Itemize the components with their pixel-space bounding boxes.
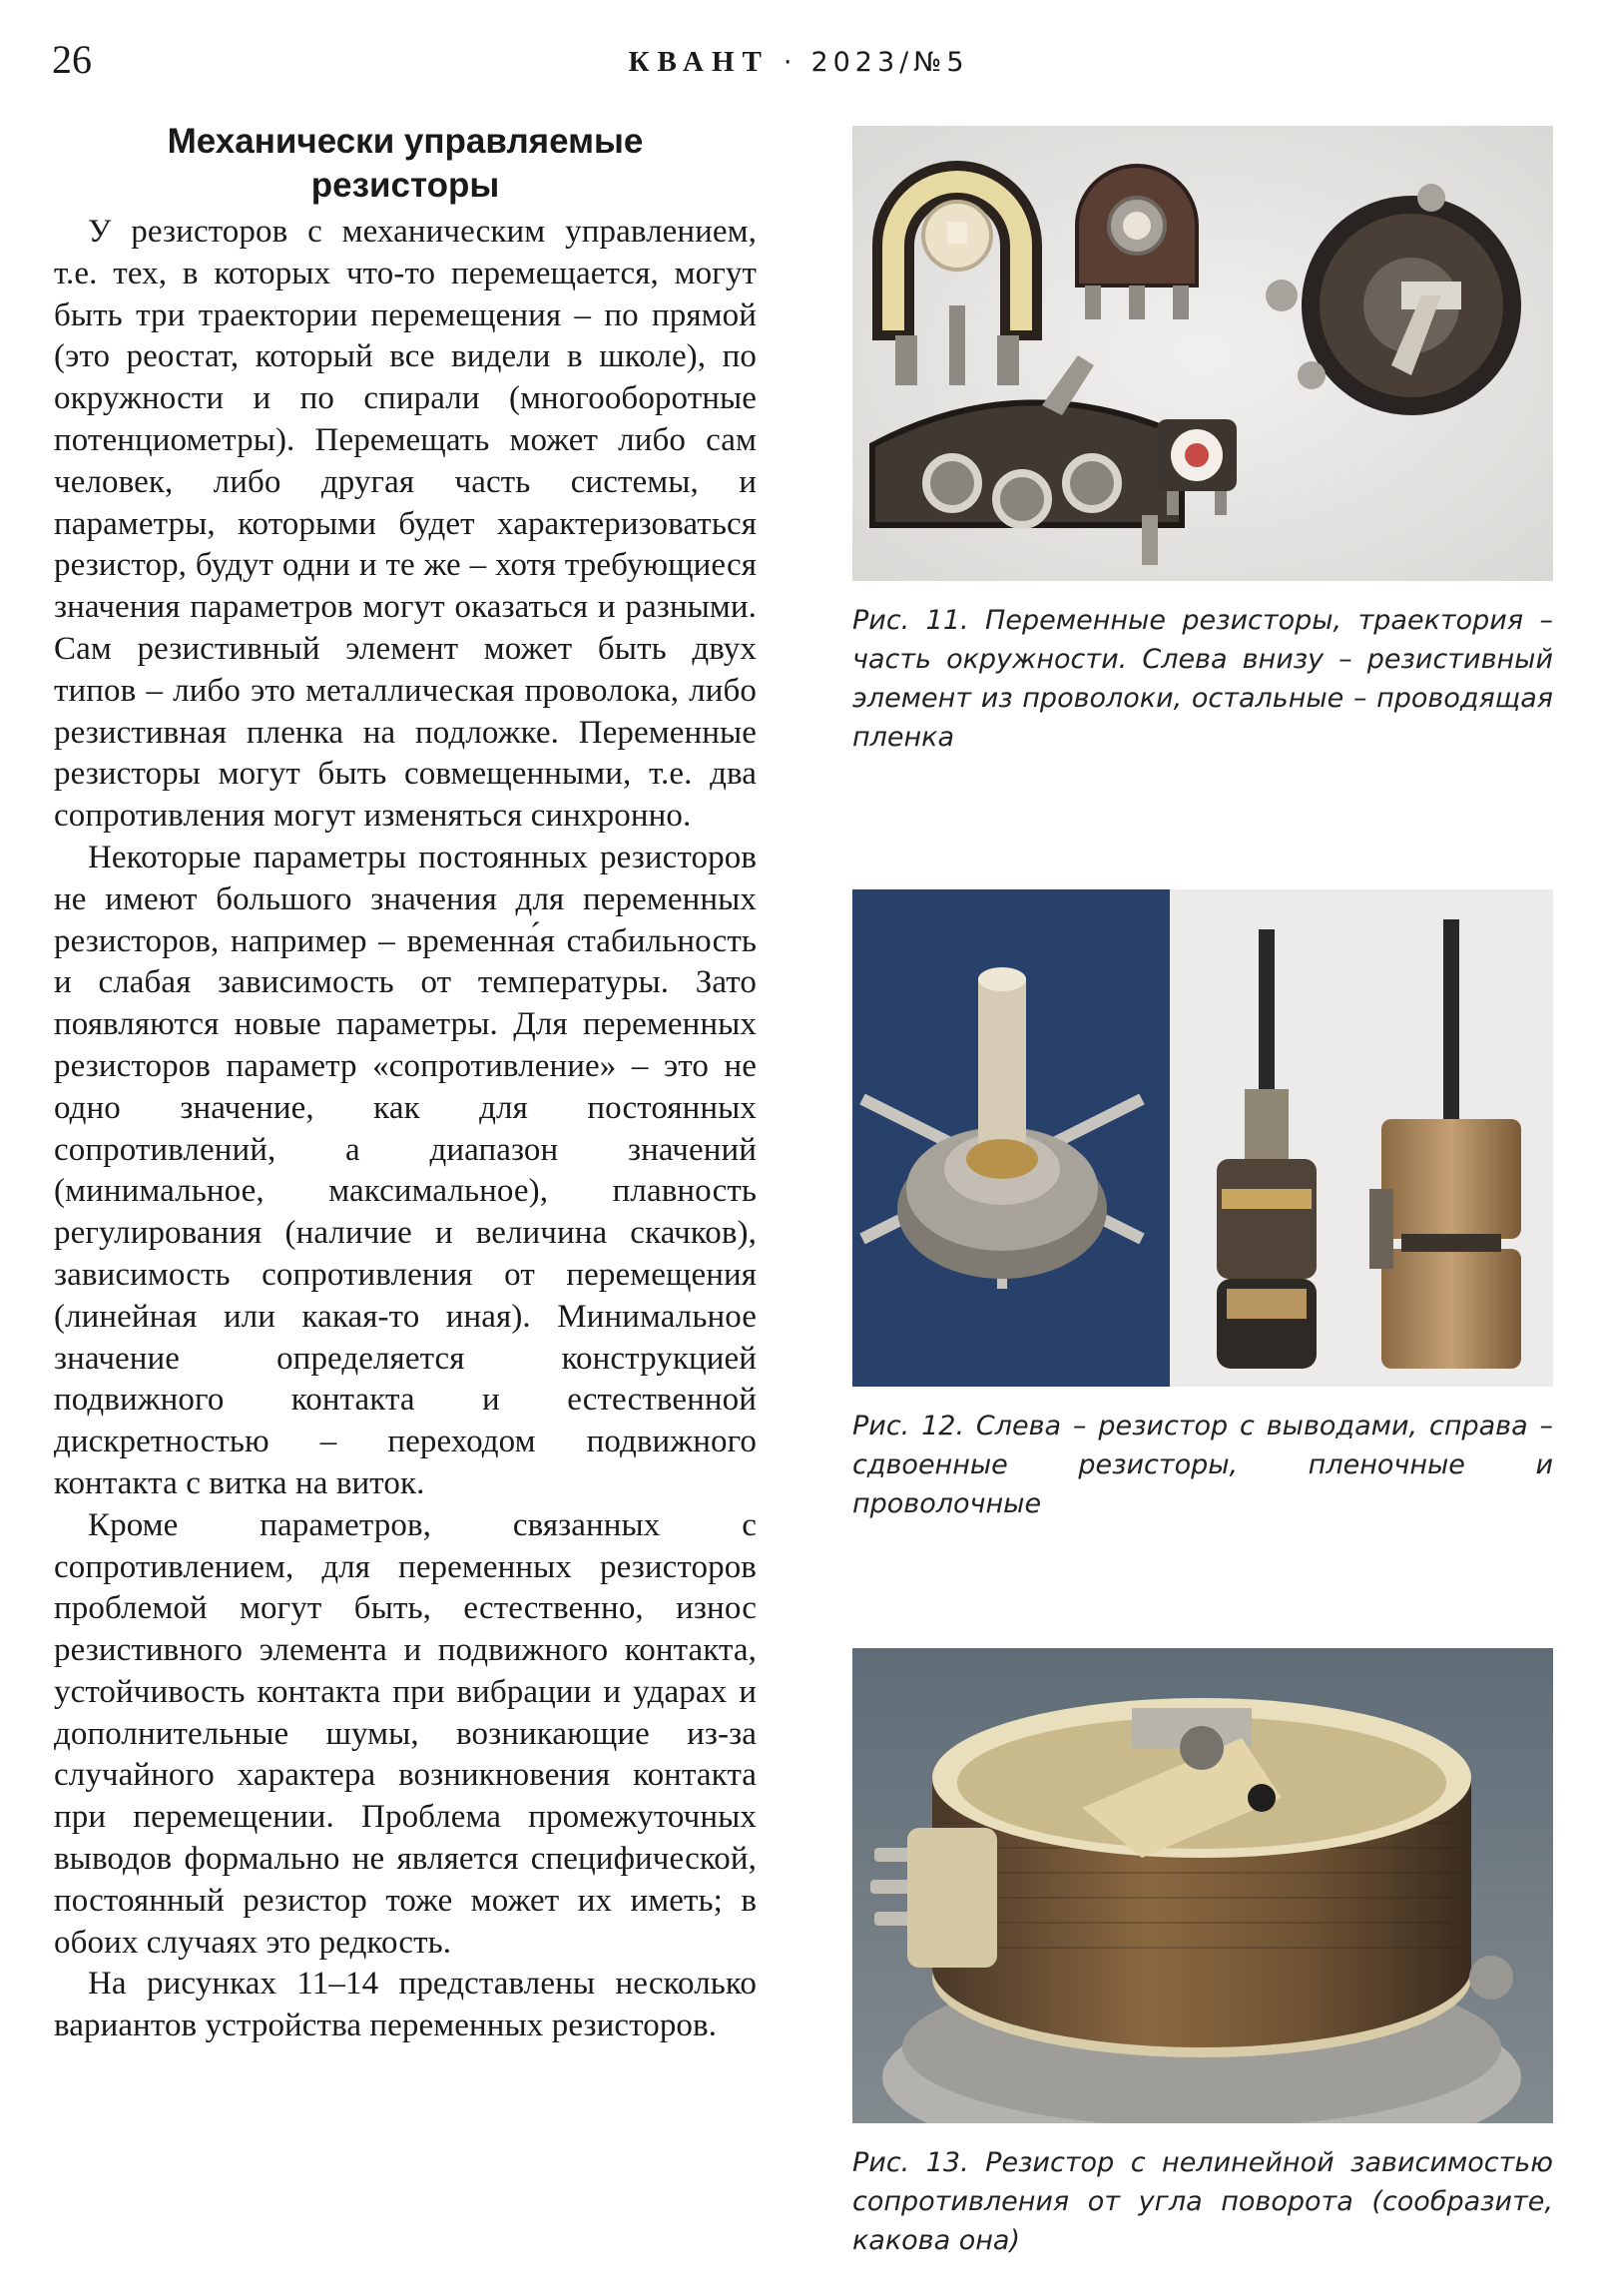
figure-13-photo [852, 1648, 1553, 2123]
figure-11-photo [852, 126, 1553, 581]
paragraph-3: Кроме параметров, связанных с сопротивлением, для переменных резисторов проблемой могут быть, естественно, износ резистивного элемента и подвижного контакта, устойчивость контакта при вибрации и ударах и дополнительные шумы, возникающие из-за случайного характера возникновения контакта при перемещении. Проблема промежуточных выводов формально не является специфической, постоянный резистор тоже может их иметь; в обоих случаях это редкость. [54, 1506, 757, 1961]
left-column [54, 120, 757, 2047]
small-brown-resistor [1077, 166, 1197, 319]
figure-11-caption: Рис. 11. Переменные резисторы, траектория – часть окружности. Слева внизу – резистивный элемент из проволоки, остальные – проводящая пленка [852, 605, 1553, 753]
issue-number: 2023/№5 [810, 47, 969, 78]
figure-13 [852, 1648, 1553, 2260]
article-body [54, 212, 757, 2047]
running-head [0, 48, 1597, 77]
header-separator: · [783, 47, 798, 78]
article-title-line1: Механически управляемые [167, 122, 644, 161]
figure-12-caption: Рис. 12. Слева – резистор с выводами, справа – сдвоенные резисторы, пленочные и проволочные [852, 1411, 1553, 1519]
article-title-line2: резисторы [310, 166, 500, 205]
ceramic-terminal-block [907, 1828, 997, 1968]
paragraph-1: У резисторов с механическим управлением, т.е. тех, в которых что-то перемещается, могут быть три траектории перемещения – по прямой (это реостат, который все видели в школе), по окружности и по спирали (многооборотные потенциометры). Перемещать может либо сам человек, либо другая часть системы, и параметры, которыми будет характеризоваться резистор, будут одни и те же – хотя требующиеся значения параметров могут оказаться и разными. Сам резистивный элемент может быть двух типов – либо это металлическая проволока, либо резистивная пленка на подложке. Переменные резисторы могут быть совмещенными, т.е. два сопротивления могут изменяться синхронно. [54, 214, 757, 835]
figure-13-caption: Рис. 13. Резистор с нелинейной зависимостью сопротивления от угла поворота (сообразите, какова она) [852, 2147, 1553, 2256]
article-title [54, 120, 757, 208]
journal-name: КВАНТ [628, 46, 770, 78]
paragraph-2: Некоторые параметры постоянных резисторов не имеют большого значения для переменных резисторов, например – временна́я стабильность и слабая зависимость от температуры. Зато появляются новые параметры. Для переменных резисторов параметр «сопротивление» – это не одно значение, как для постоянных сопротивлений, а диапазон значений (минимальное, максимальное), плавность регулирования (наличие и величина скачков), зависимость сопротивления от перемещения (линейная или какая-то иная). Минимальное значение определяется конструкцией подвижного контакта и естественной дискретностью – переходом подвижного контакта с витка на виток. [54, 839, 757, 1501]
figure-11 [852, 126, 1553, 757]
figure-12 [852, 889, 1553, 1523]
mounting-screw [1469, 1956, 1513, 2000]
page-number: 26 [52, 37, 92, 82]
paragraph-4: На рисунках 11–14 представлены несколько вариантов устройства переменных резисторов. [54, 1966, 757, 2044]
figure-12-photo [852, 889, 1553, 1387]
